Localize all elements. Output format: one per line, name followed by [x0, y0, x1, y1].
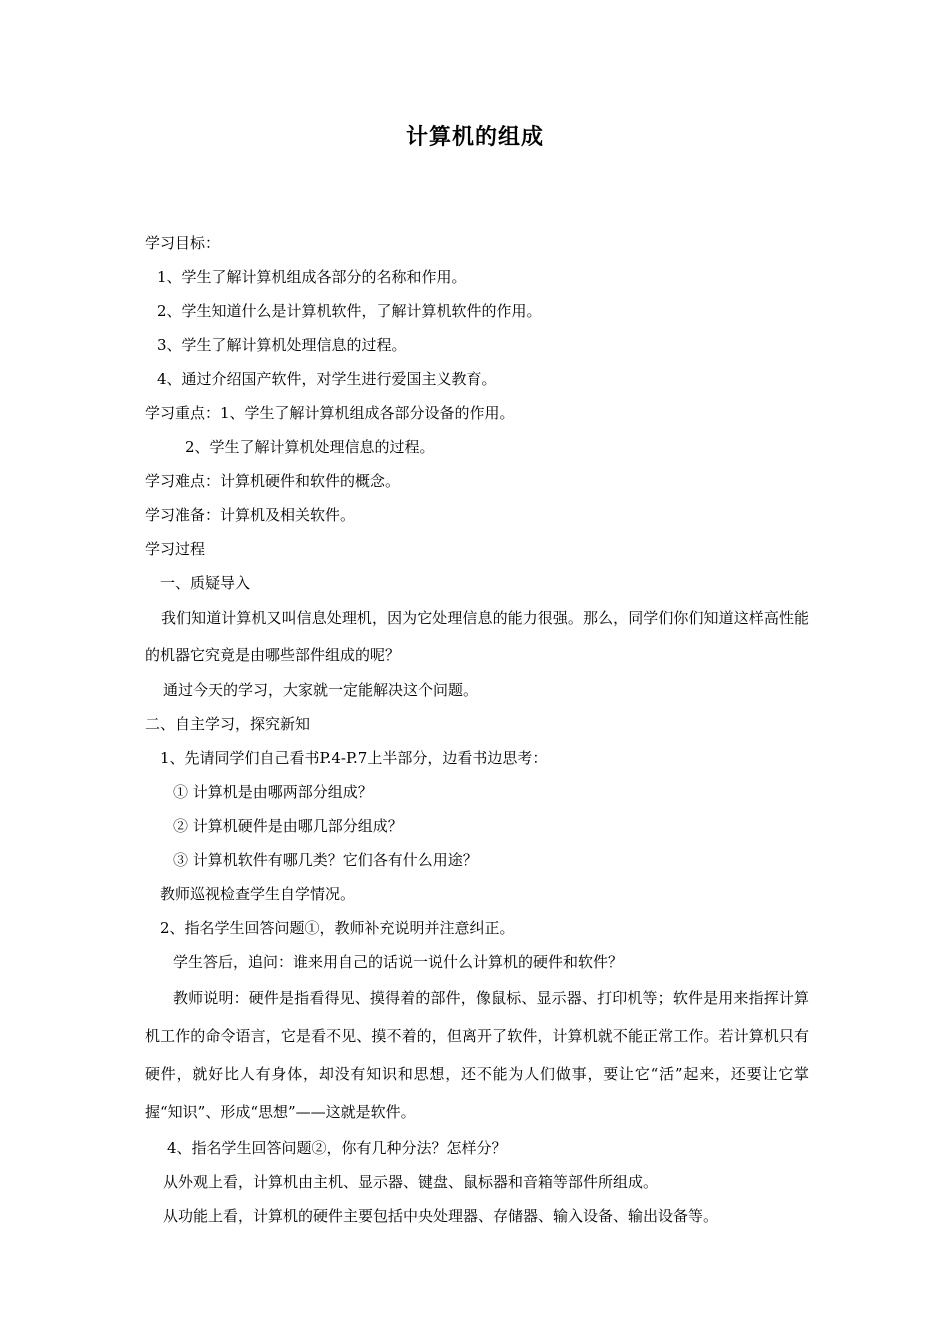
objective-item-2: 2、学生知道什么是计算机软件，了解计算机软件的作用。 [157, 302, 542, 320]
question-1: ① 计算机是由哪两部分组成？ [173, 783, 373, 801]
process-heading: 学习过程 [145, 540, 206, 558]
key-points-item-2: 2、学生了解计算机处理信息的过程。 [185, 438, 435, 456]
section-1-heading: 一、质疑导入 [160, 574, 251, 592]
step-2-line: 2、指名学生回答问题①，教师补充说明并注意纠正。 [160, 919, 515, 937]
key-points-line: 学习重点：1、学生了解计算机组成各部分设备的作用。 [145, 404, 515, 422]
teacher-explanation-paragraph: 教师说明：硬件是指看得见、摸得着的部件，像鼠标、显示器、打印机等；软件是用来指挥计算机工作的命令语言，它是看不见、摸不着的，但离开了软件，计算机就不能正常工作。若计算机只有硬件，就好比人有身体，却没有知识和思想，还不能为人们做事，要让它“活”起来，还要让它掌握“知识”、形成“思想”——这就是软件。 [145, 989, 809, 1121]
appearance-line: 从外观上看，计算机由主机、显示器、键盘、鼠标器和音箱等部件所组成。 [163, 1173, 659, 1191]
question-2: ② 计算机硬件是由哪几部分组成？ [173, 817, 403, 835]
teacher-check-line: 教师巡视检查学生自学情况。 [160, 885, 356, 903]
document-body [145, 226, 809, 1233]
step-1-line: 1、先请同学们自己看书P.4-P.7上半部分，边看书边思考： [160, 749, 548, 767]
intro-followup: 通过今天的学习，大家就一定能解决这个问题。 [163, 681, 479, 699]
step-4-line: 4、指名学生回答问题②，你有几种分法？怎样分？ [167, 1139, 507, 1157]
objective-item-1: 1、学生了解计算机组成各部分的名称和作用。 [157, 268, 467, 286]
follow-up-question: 学生答后，追问：谁来用自己的话说一说什么计算机的硬件和软件？ [173, 953, 624, 971]
document-title: 计算机的组成 [405, 124, 544, 150]
objective-item-3: 3、学生了解计算机处理信息的过程。 [157, 336, 407, 354]
objective-item-4: 4、通过介绍国产软件，对学生进行爱国主义教育。 [157, 370, 497, 388]
section-2-heading: 二、自主学习，探究新知 [145, 715, 311, 733]
function-line: 从功能上看，计算机的硬件主要包括中央处理器、存储器、输入设备、输出设备等。 [163, 1207, 719, 1225]
difficulties-line: 学习难点：计算机硬件和软件的概念。 [145, 472, 401, 490]
intro-paragraph: 我们知道计算机又叫信息处理机，因为它处理信息的能力很强。那么，同学们你们知道这样高性能的机器它究竟是由哪些部件组成的呢？ [145, 609, 809, 664]
objectives-heading: 学习目标： [145, 234, 221, 252]
preparation-line: 学习准备：计算机及相关软件。 [145, 506, 356, 524]
question-3: ③ 计算机软件有哪几类？它们各有什么用途？ [173, 851, 478, 869]
